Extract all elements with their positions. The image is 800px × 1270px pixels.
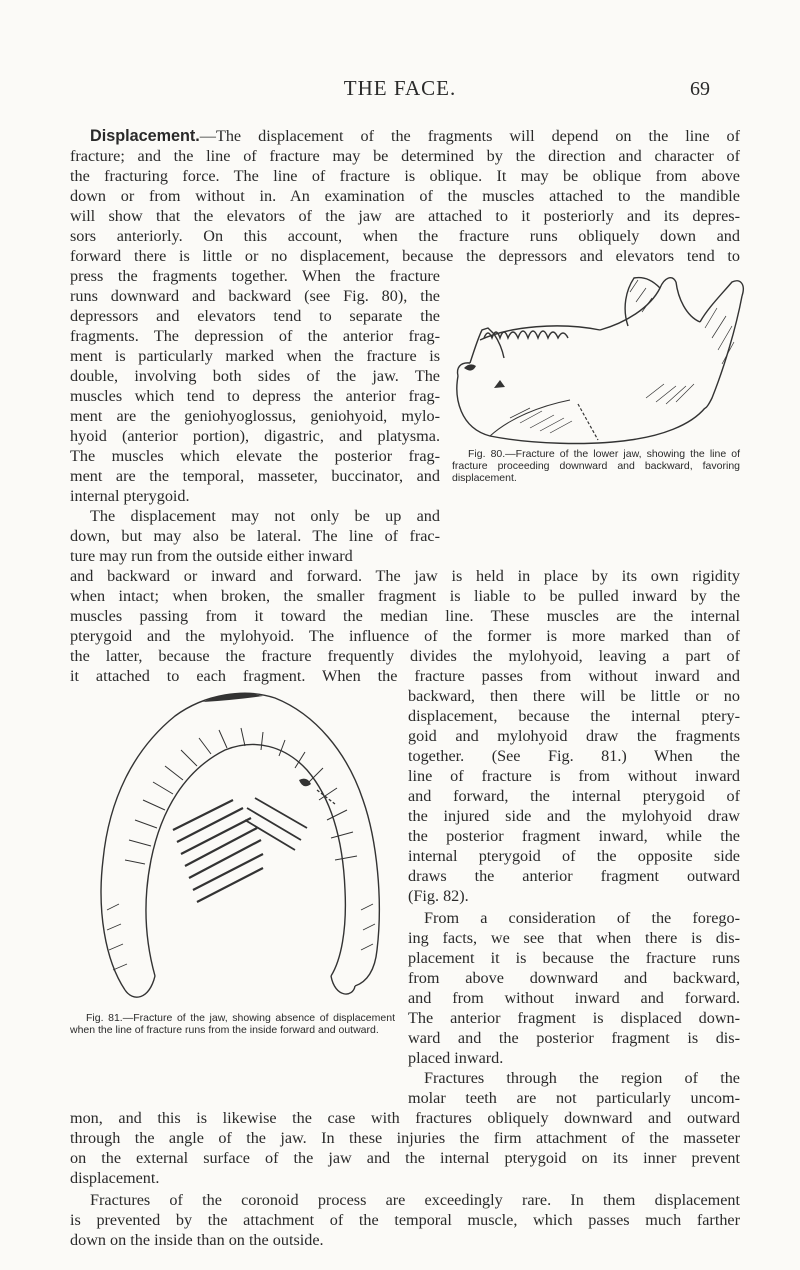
text-line: is prevented by the attachment of the temporal muscle, which passes much farther — [70, 1211, 740, 1229]
page-header — [0, 76, 800, 104]
text-line: press the fragments together. When the fracture — [70, 267, 440, 285]
text-line: down on the inside than on the outside. — [70, 1231, 324, 1249]
text-line: hyoid (anterior portion), digastric, and platysma. — [70, 427, 440, 445]
text-line: when intact; when broken, the smaller fragment is liable to be pulled inward by the — [70, 587, 740, 605]
text-line: ward and the posterior fragment is dis- — [408, 1029, 740, 1047]
figure-81-caption: Fig. 81.—Fracture of the jaw, showing absence of displacement when the line of fracture runs from the inside forward and outward. — [70, 1012, 395, 1036]
text-line: together. (See Fig. 81.) When the — [408, 747, 740, 765]
text-line: the fracturing force. The line of fracture is oblique. It may be oblique from above — [70, 167, 740, 185]
text-line: and backward or inward and forward. The jaw is held in place by its own rigidity — [70, 567, 740, 585]
text-line: ing facts, we see that when there is dis- — [408, 929, 740, 947]
text-line: ment are the geniohyoglossus, geniohyoid, mylo- — [70, 407, 440, 425]
text-line: down, but may also be lateral. The line of frac- — [70, 527, 440, 545]
text-line: Fractures through the region of the — [424, 1069, 740, 1087]
text-line: muscles which tend to depress the anterior frag- — [70, 387, 440, 405]
text-line: muscles passing from it toward the median line. These muscles are the internal — [70, 607, 740, 625]
text-line: forward there is little or no displacement, because the depressors and elevators tend to — [70, 247, 740, 265]
section-heading: Displacement. — [90, 127, 200, 145]
text-line: (Fig. 82). — [408, 887, 469, 905]
page-number: 69 — [690, 78, 710, 100]
text-line: goid and mylohyoid draw the fragments — [408, 727, 740, 745]
text-line: placed inward. — [408, 1049, 504, 1067]
text-line: displacement. — [70, 1169, 160, 1187]
text-line: depressors and elevators tend to separate the — [70, 307, 440, 325]
text-line: Fractures of the coronoid process are exceedingly rare. In them displacement — [90, 1191, 740, 1209]
text-line: will show that the elevators of the jaw are attached to it posteriorly and its depres- — [70, 207, 740, 225]
text-line: The anterior fragment is displaced down- — [408, 1009, 740, 1027]
text-line: runs downward and backward (see Fig. 80), the — [70, 287, 440, 305]
text-line: fracture; and the line of fracture may be determined by the direction and character of — [70, 147, 740, 165]
text-line: pterygoid and the mylohyoid. The influence of the former is more marked than of — [70, 627, 740, 645]
text-line: From a consideration of the forego- — [424, 909, 740, 927]
text-line: and from without inward and forward. — [408, 989, 740, 1007]
text-line: molar teeth are not particularly uncom- — [408, 1089, 740, 1107]
text-line: internal pterygoid. — [70, 487, 190, 505]
text-line: it attached to each fragment. When the fracture passes from without inward and — [70, 667, 740, 685]
text-line: and forward, the internal pterygoid of — [408, 787, 740, 805]
text-line: mon, and this is likewise the case with fractures obliquely downward and outward — [70, 1109, 740, 1127]
text-line: fragments. The depression of the anterior frag- — [70, 327, 440, 345]
figure-80-caption: Fig. 80.—Fracture of the lower jaw, showing the line of fracture proceeding downward and backward, favoring displacement. — [452, 448, 740, 484]
text-line: the injured side and the mylohyoid draw — [408, 807, 740, 825]
text-line: the latter, because the fracture frequently divides the mylohyoid, leaving a part of — [70, 647, 740, 665]
figure-80-illustration — [450, 268, 750, 448]
text-line: ture may run from the outside either inward — [70, 547, 353, 565]
text-line: the posterior fragment inward, while the — [408, 827, 740, 845]
text-line: line of fracture is from without inward — [408, 767, 740, 785]
text-line: Displacement.—The displacement of the fragments will depend on the line of — [90, 127, 740, 145]
text-line: ment are the temporal, masseter, buccinator, and — [70, 467, 440, 485]
text-line: down or from without in. An examination of the muscles attached to the mandible — [70, 187, 740, 205]
text-line: sors anteriorly. On this account, when the fracture runs obliquely down and — [70, 227, 740, 245]
text-line: The muscles which elevate the posterior frag- — [70, 447, 440, 465]
text-line: internal pterygoid of the opposite side — [408, 847, 740, 865]
text-line: placement it is because the fracture runs — [408, 949, 740, 967]
figure-81-illustration — [85, 680, 395, 1010]
text-line: through the angle of the jaw. In these injuries the firm attachment of the masseter — [70, 1129, 740, 1147]
running-head: THE FACE. — [343, 76, 457, 100]
text-line: on the external surface of the jaw and the internal pterygoid on its inner prevent — [70, 1149, 740, 1167]
text-line: backward, then there will be little or no — [408, 687, 740, 705]
text-line: displacement, because the internal ptery- — [408, 707, 740, 725]
text-line: double, involving both sides of the jaw. The — [70, 367, 440, 385]
text-line: from above downward and backward, — [408, 969, 740, 987]
text-line: The displacement may not only be up and — [90, 507, 440, 525]
text-line: draws the anterior fragment outward — [408, 867, 740, 885]
text-line: ment is particularly marked when the fracture is — [70, 347, 440, 365]
